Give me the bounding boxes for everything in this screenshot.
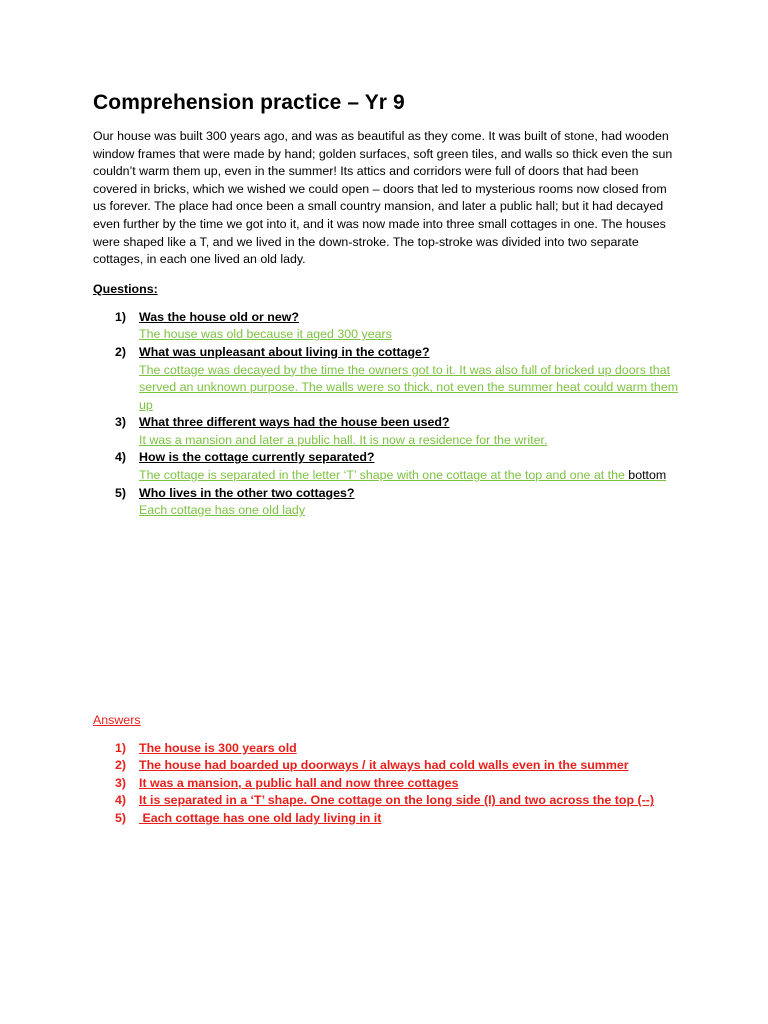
answer-item: [93, 757, 693, 775]
question-number: 4): [115, 450, 127, 465]
student-answer-text: The cottage is separated in the letter ‘T’ shape with one cottage at the top and one at the: [139, 468, 629, 483]
answer-text: The house had boarded up doorways / it always had cold walls even in the summer: [139, 758, 629, 773]
answer-text: It is separated in a ‘T’ shape. One cottage on the long side (I) and two across the top (--): [139, 793, 654, 808]
answer-number: 4): [115, 793, 127, 808]
answers-section: [93, 712, 693, 840]
answer-item: [93, 775, 693, 793]
question-item: [93, 485, 683, 520]
student-answer: [139, 467, 683, 485]
question-text: What was unpleasant about living in the cottage?: [139, 344, 430, 359]
answer-text: It was a mansion, a public hall and now three cottages: [139, 775, 459, 790]
answer-item: [93, 810, 693, 828]
answer-item: [93, 792, 693, 810]
passage-text: Our house was built 300 years ago, and was as beautiful as they come. It was built of stone, had wooden window frames that were made by hand; golden surfaces, soft green tiles, and walls so thick even the sun couldn’t warm them up, even in the summer! Its attics and corridors were full of doors that had been covered in bricks, which we wished we could open – doors that led to mysterious rooms now closed from us forever. The place had once been a small country mansion, and later a public hall; but it had decayed even further by the time we got into it, and it was now made into three small cottages in one. The houses were shaped like a T, and we lived in the down-stroke. The top-stroke was divided into two separate cottages, in each one lived an old lady.: [93, 129, 673, 267]
question-item: [93, 309, 683, 344]
student-answer-text: Each cottage has one old lady: [139, 503, 306, 518]
student-answer-text: The house was old because it aged 300 years: [139, 327, 392, 342]
student-answer: [139, 502, 683, 520]
answer-number: 3): [115, 775, 127, 790]
student-answer-text: It was a mansion and later a public hall. It is now a residence for the writer.: [139, 432, 548, 447]
question-number: 3): [115, 415, 127, 430]
document-page: [93, 88, 683, 532]
answer-item: [93, 740, 693, 758]
question-text: Who lives in the other two cottages?: [139, 485, 355, 500]
question-item: [93, 344, 683, 414]
student-answer-tail: bottom: [628, 468, 667, 483]
question-text: What three different ways had the house been used?: [139, 415, 450, 430]
question-text: How is the cottage currently separated?: [139, 450, 375, 465]
question-text: Was the house old or new?: [139, 309, 299, 324]
questions-heading: Questions:: [93, 282, 158, 297]
question-item: [93, 449, 683, 484]
student-answer: [139, 326, 683, 344]
question-number: 1): [115, 309, 127, 324]
answers-heading: Answers: [93, 713, 141, 727]
answer-number: 2): [115, 758, 127, 773]
question-number: 2): [115, 344, 127, 359]
student-answer-text: The cottage was decayed by the time the owners got to it. It was also full of bricked up doors that served an unknown purpose. The walls were so thick, not even the summer heat could warm them up: [139, 362, 679, 412]
answers-list: [93, 740, 693, 828]
answer-number: 1): [115, 740, 127, 755]
student-answer: [139, 362, 683, 415]
answer-text: Each cottage has one old lady living in it: [139, 810, 382, 825]
answer-text: The house is 300 years old: [139, 740, 297, 755]
question-number: 5): [115, 485, 127, 500]
question-item: [93, 414, 683, 449]
answer-number: 5): [115, 810, 127, 825]
student-answer: [139, 432, 683, 450]
page-title: Comprehension practice – Yr 9: [93, 91, 405, 114]
questions-list: [93, 309, 683, 520]
